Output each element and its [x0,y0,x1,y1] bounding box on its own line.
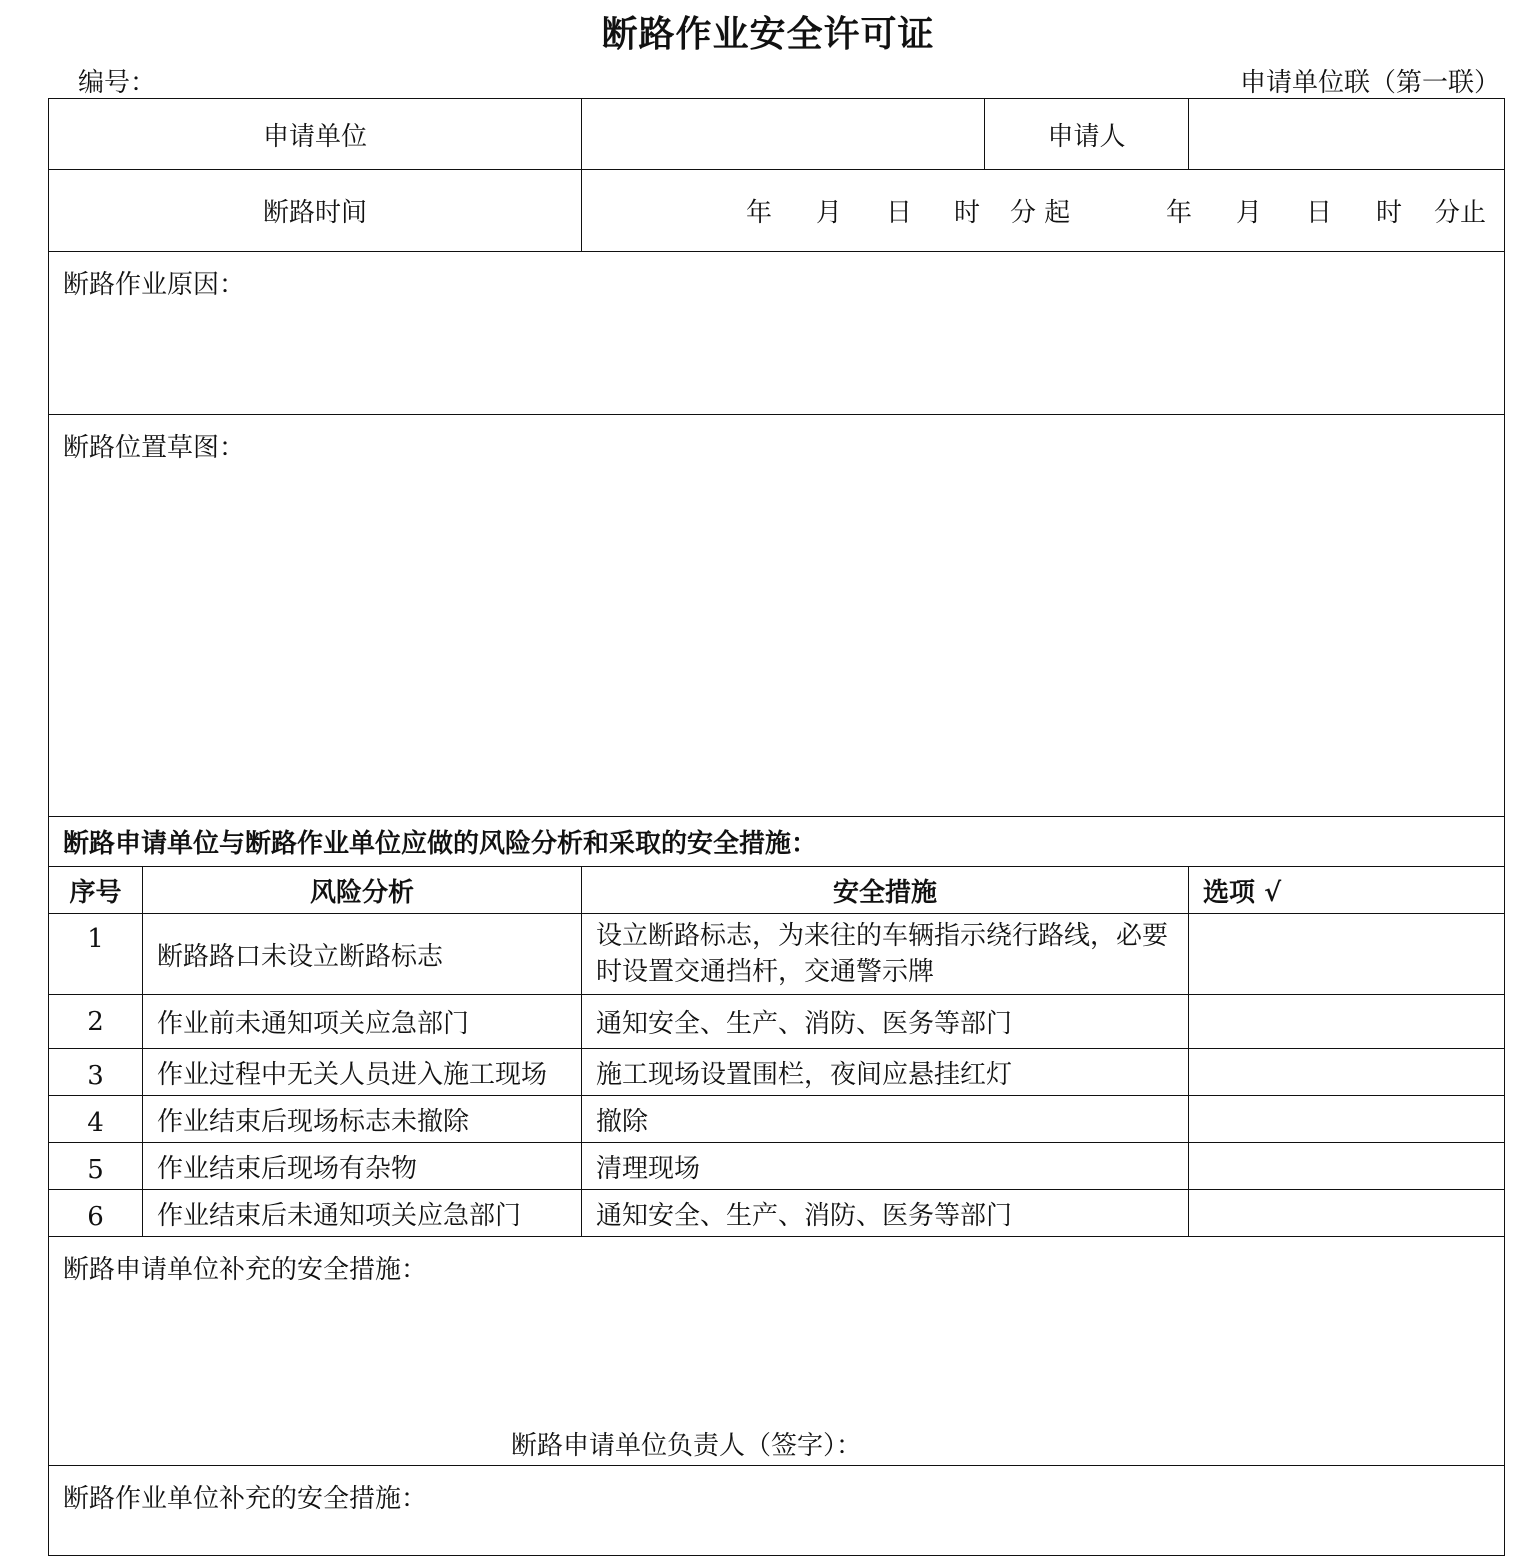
time-part: 分 起 [1010,198,1071,228]
reason-label: 断路作业原因： [63,270,246,300]
measure-cell: 清理现场 [582,1143,1189,1190]
worker-supplement-label: 断路作业单位补充的安全措施： [63,1484,428,1514]
measure-cell: 通知安全、生产、消防、医务等部门 [582,995,1189,1049]
option-checkbox[interactable] [1189,995,1505,1049]
risk-section-title-row [49,817,1505,867]
header-no: 序号 [49,867,143,914]
table-row [49,1096,1505,1143]
time-part: 分止 [1434,198,1487,228]
risk-cell: 作业过程中无关人员进入施工现场 [143,1049,582,1096]
measure-cell: 撤除 [582,1096,1189,1143]
time-part: 月 [816,198,843,228]
risk-cell: 作业结束后未通知项关应急部门 [143,1190,582,1237]
time-part: 日 [886,198,913,228]
applicant-supplement-row [49,1237,1505,1466]
table-row [49,914,1505,995]
worker-supplement-row [49,1466,1505,1556]
reason-row [49,252,1505,415]
risk-table-header [49,867,1505,914]
table-row [49,1049,1505,1096]
measure-cell: 通知安全、生产、消防、医务等部门 [582,1190,1189,1237]
applicant-unit-label: 申请单位 [49,99,582,170]
applicant-row [49,99,1505,170]
risk-cell: 断路路口未设立断路标志 [143,914,582,995]
serial-number-label: 编号： [78,68,157,98]
row-number: 4 [49,1096,143,1143]
risk-section-title: 断路申请单位与断路作业单位应做的风险分析和采取的安全措施： [49,817,1505,867]
worker-supplement-field[interactable] [49,1466,1505,1556]
row-number: 6 [49,1190,143,1237]
option-checkbox[interactable] [1189,914,1505,995]
option-checkbox[interactable] [1189,1190,1505,1237]
row-number: 2 [49,995,143,1049]
option-checkbox[interactable] [1189,1096,1505,1143]
time-part: 年 [1166,198,1193,228]
row-number: 5 [49,1143,143,1190]
table-row [49,995,1505,1049]
table-row [49,1143,1505,1190]
sketch-label: 断路位置草图： [63,433,246,463]
table-row [49,1190,1505,1237]
risk-cell: 作业前未通知项关应急部门 [143,995,582,1049]
header-measure: 安全措施 [582,867,1189,914]
applicant-supplement-field[interactable] [49,1237,1505,1466]
risk-cell: 作业结束后现场标志未撤除 [143,1096,582,1143]
measure-cell: 施工现场设置围栏，夜间应悬挂红灯 [582,1049,1189,1096]
time-part: 时 [954,198,981,228]
applicant-supplement-label: 断路申请单位补充的安全措施： [63,1255,428,1285]
copy-label: 申请单位联（第一联） [1239,68,1500,98]
applicant-label: 申请人 [985,99,1189,170]
time-part: 时 [1376,198,1403,228]
page-title: 断路作业安全许可证 [601,13,935,55]
time-part: 日 [1306,198,1333,228]
row-number: 1 [49,914,143,995]
row-number: 3 [49,1049,143,1096]
reason-field[interactable] [49,252,1505,415]
time-label: 断路时间 [49,170,582,252]
applicant-signature-label: 断路申请单位负责人（签字）： [511,1431,863,1461]
applicant-unit-field[interactable] [582,99,985,170]
sketch-field[interactable] [49,415,1505,817]
risk-cell: 作业结束后现场有杂物 [143,1143,582,1190]
option-checkbox[interactable] [1189,1143,1505,1190]
time-part: 月 [1236,198,1263,228]
time-part: 年 [746,198,773,228]
measure-cell: 设立断路标志，为来往的车辆指示绕行路线，必要时设置交通挡杆，交通警示牌 [582,914,1189,995]
time-field[interactable] [582,170,1505,252]
permit-form-table [48,98,1505,1556]
time-row [49,170,1505,252]
applicant-field[interactable] [1189,99,1505,170]
header-option: 选项 √ [1189,867,1505,914]
sketch-row [49,415,1505,817]
option-checkbox[interactable] [1189,1049,1505,1096]
header-risk: 风险分析 [143,867,582,914]
